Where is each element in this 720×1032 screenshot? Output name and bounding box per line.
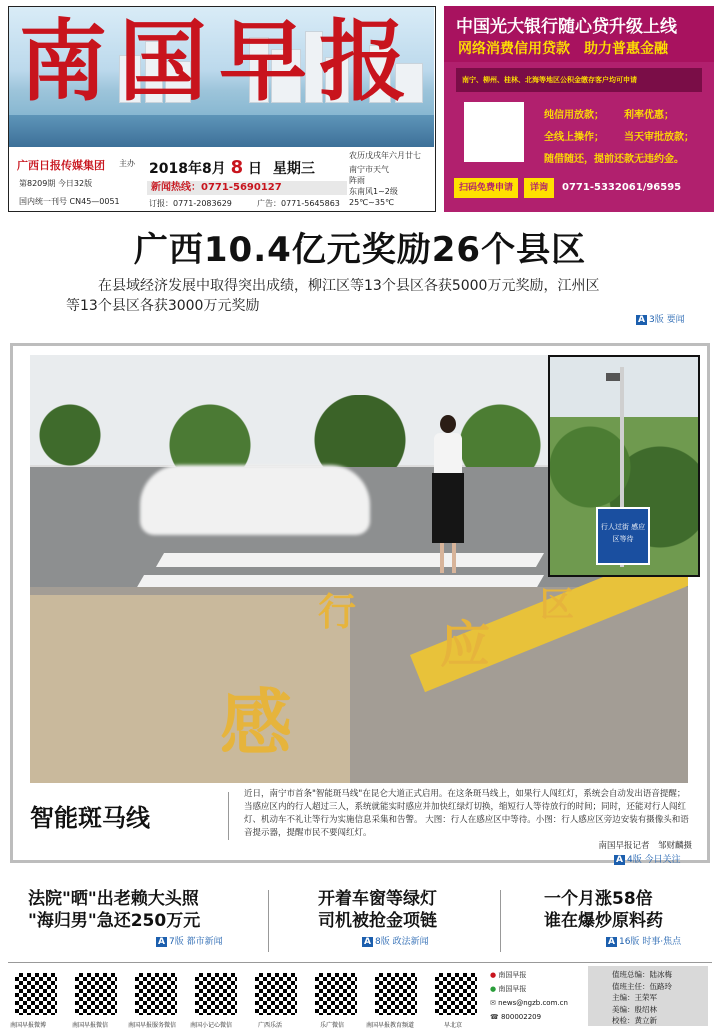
footer-rule — [8, 962, 712, 963]
qr-code-4[interactable] — [192, 970, 240, 1018]
phone-icon: ☎ — [490, 1013, 499, 1021]
email-contact[interactable] — [490, 996, 568, 1010]
teaser-3-line2: 谁在爆炒原料药 — [544, 911, 663, 931]
weibo-contact[interactable] — [490, 968, 568, 982]
ref-letter: A — [158, 937, 165, 947]
ref-section: 都市新闻 — [186, 937, 223, 947]
caption-body: 近日，南宁市首条"智能斑马线"在昆仑大道正式启用。在这条斑马线上，如果行人闯红灯，系统会自动发出语音提醒；当感应区内的行人超过三人，系统就能实时感应并加快红绿灯切换，缩短行人等待放行的时间；同时，还能对行人闯红灯、机动车不礼让等行为实施信息采集和告警。 — [244, 789, 687, 825]
wechat-icon: ● — [490, 985, 497, 993]
teaser-divider-2 — [500, 890, 501, 952]
ref-section: 要闻 — [666, 315, 685, 325]
teaser-1-page-ref — [156, 934, 223, 947]
caption-photo-note: 大图：行人在感应区中等待。小图：行人感应区旁边安装有摄像头和语音提示器，提醒市民不要闯红灯。 — [244, 815, 689, 838]
qr-code-8[interactable] — [432, 970, 480, 1018]
weather-condition: 阵雨 — [349, 176, 365, 185]
weibo-icon: ● — [490, 971, 497, 979]
masthead-river — [9, 115, 434, 147]
ad-point-4: 当天审批放款； — [624, 132, 694, 143]
ad-title: 中国光大银行随心贷升级上线 — [456, 17, 677, 37]
teaser-3[interactable] — [544, 888, 681, 947]
ground-char-xing: 行 — [318, 589, 357, 634]
ad-point-1: 纯信用放款； — [544, 110, 604, 121]
photo-credit: 南国早报记者 邹财麟摄 — [598, 841, 692, 851]
staff-5: 校检：黄立新 — [612, 1016, 657, 1025]
bank-advertisement[interactable] — [444, 6, 714, 212]
news-hotline: 新闻热线：0771-5690127 — [147, 181, 347, 195]
qr-code-7[interactable] — [372, 970, 420, 1018]
lead-page-ref[interactable] — [636, 312, 685, 325]
ref-letter: A — [608, 937, 615, 947]
staff-credits — [588, 966, 708, 1026]
issue-number: 第8209期 今日32版 — [19, 179, 93, 188]
ad-subtitle: 网络消费信用贷款 助力普惠金融 — [458, 41, 668, 57]
ad-qr-code[interactable] — [464, 102, 524, 162]
ref-section: 今日关注 — [644, 855, 681, 865]
masthead — [8, 6, 436, 212]
ad-tagline: 南宁、柳州、桂林、北海等地区公积金缴存客户均可申请 — [462, 76, 637, 84]
ref-page: 7版 — [168, 937, 184, 947]
ref-page: 8版 — [374, 937, 390, 947]
teaser-2-page-ref — [362, 934, 437, 947]
lead-headline[interactable]: 广西10.4亿元奖励26个县区 — [133, 230, 587, 270]
newspaper-title: 南国早报 — [19, 9, 420, 113]
ref-section: 时事·焦点 — [642, 937, 682, 947]
ad-point-3: 全线上操作； — [544, 132, 604, 143]
qr-label-1: 南国早报微博 — [10, 1022, 47, 1029]
teaser-2[interactable] — [318, 888, 437, 947]
qr-code-6[interactable] — [312, 970, 360, 1018]
subscribe-phone: 订报：0771-2083629 — [149, 199, 232, 208]
teaser-3-line1: 一个月涨58倍 — [544, 889, 653, 909]
teaser-3-page-ref — [606, 934, 681, 947]
weather-temp: 25℃~35℃ — [349, 198, 395, 207]
issue-date — [149, 157, 315, 178]
qr-label-5: 广西乐活 — [258, 1022, 283, 1029]
lead-subhead-line1: 在县域经济发展中取得突出成绩，柳江区等13个县区各获5000万元奖励，江州区 — [98, 278, 600, 294]
ref-page: 4版 — [626, 855, 642, 865]
teaser-1-line1: 法院"晒"出老赖大头照 — [28, 889, 199, 909]
date-month: 2018年8月 — [149, 161, 226, 177]
ground-char-gan: 感 — [220, 680, 293, 765]
qr-code-1[interactable] — [12, 970, 60, 1018]
qr-code-3[interactable] — [132, 970, 180, 1018]
staff-3: 主编：王荣军 — [612, 993, 657, 1002]
ad-phone-number: 0771-5332061/96595 — [562, 182, 682, 193]
photo-pedestrian — [428, 415, 468, 575]
ref-page: 16版 — [618, 937, 640, 947]
teaser-1-line2: "海归男"急还250万元 — [28, 911, 201, 931]
ad-tagline-bar — [456, 68, 702, 92]
ad-scan-button[interactable]: 扫码免费申请 — [454, 178, 518, 198]
photo-story-title[interactable]: 智能斑马线 — [30, 804, 150, 832]
cn-code: 国内统一刊号 CN45—0051 — [19, 197, 120, 206]
teaser-2-line2: 司机被抢金项链 — [318, 911, 437, 931]
teaser-2-line1: 开着车窗等绿灯 — [318, 889, 437, 909]
pedestrian-sensor-sign — [596, 507, 650, 565]
photo-page-ref[interactable] — [614, 852, 681, 865]
qr-label-8: 早北京 — [444, 1022, 463, 1029]
inset-sign-text: 行人过街 感应区等待 — [600, 523, 646, 543]
weather-city: 南宁市天气 — [349, 165, 389, 174]
partner-logo: 广西日报传媒集团 — [17, 159, 105, 172]
qr-code-2[interactable] — [72, 970, 120, 1018]
inset-photo — [548, 355, 700, 577]
weibo-label: 南国早报 — [498, 971, 527, 979]
staff-1: 值班总编：陆冰梅 — [612, 970, 672, 979]
ground-char-ying: 应 — [440, 615, 490, 674]
ground-char-qu: 区 — [540, 585, 574, 625]
photo-caption — [244, 788, 692, 853]
qr-label-4: 南国小记心微信 — [190, 1022, 233, 1029]
phone-label: 800002209 — [500, 1013, 542, 1021]
qr-label-6: 乐广微信 — [320, 1022, 345, 1029]
lunar-date: 农历戊戌年六月廿七 — [349, 151, 421, 160]
photo-paving — [30, 595, 350, 783]
qr-code-5[interactable] — [252, 970, 300, 1018]
phone-contact[interactable] — [490, 1010, 568, 1024]
ad-detail-label: 详询 — [524, 178, 554, 198]
email-icon: ✉ — [490, 999, 496, 1007]
email-label: news@ngzb.com.cn — [498, 999, 568, 1007]
ref-letter: A — [364, 937, 371, 947]
date-day: 8 — [230, 157, 244, 178]
ad-phone: 广告：0771-5645863 — [257, 199, 340, 208]
staff-2: 值班主任：伍路玲 — [612, 981, 672, 991]
caption-divider — [228, 792, 229, 840]
photo-white-car — [140, 465, 370, 535]
ad-point-2: 利率优惠； — [624, 110, 674, 121]
qr-label-7: 南国早报教育频道 — [366, 1022, 415, 1029]
ref-letter: A — [616, 855, 623, 865]
ref-letter: A — [638, 315, 645, 325]
ad-point-5: 随借随还，提前还款无违约金。 — [544, 154, 684, 165]
sponsor-label: 主办 — [119, 159, 135, 168]
weather-wind: 东南风1~2级 — [349, 187, 398, 196]
date-day-suffix: 日 — [248, 161, 262, 177]
qr-label-2: 南国早报微信 — [72, 1022, 109, 1029]
qr-label-3: 南国早报服务微信 — [128, 1022, 177, 1029]
lead-subhead-line2: 等13个县区各获3000万元奖励 — [66, 298, 260, 314]
staff-4: 美编：殷绍林 — [612, 1004, 657, 1014]
teaser-1[interactable] — [28, 888, 223, 947]
footer-contacts — [490, 968, 568, 1024]
ref-section: 政法新闻 — [392, 937, 429, 947]
wechat-contact[interactable] — [490, 982, 568, 996]
weekday: 星期三 — [272, 161, 315, 177]
wechat-label: 南国早报 — [498, 985, 527, 993]
ref-page: 3版 — [648, 315, 664, 325]
masthead-info — [9, 147, 434, 211]
teaser-divider-1 — [268, 890, 269, 952]
